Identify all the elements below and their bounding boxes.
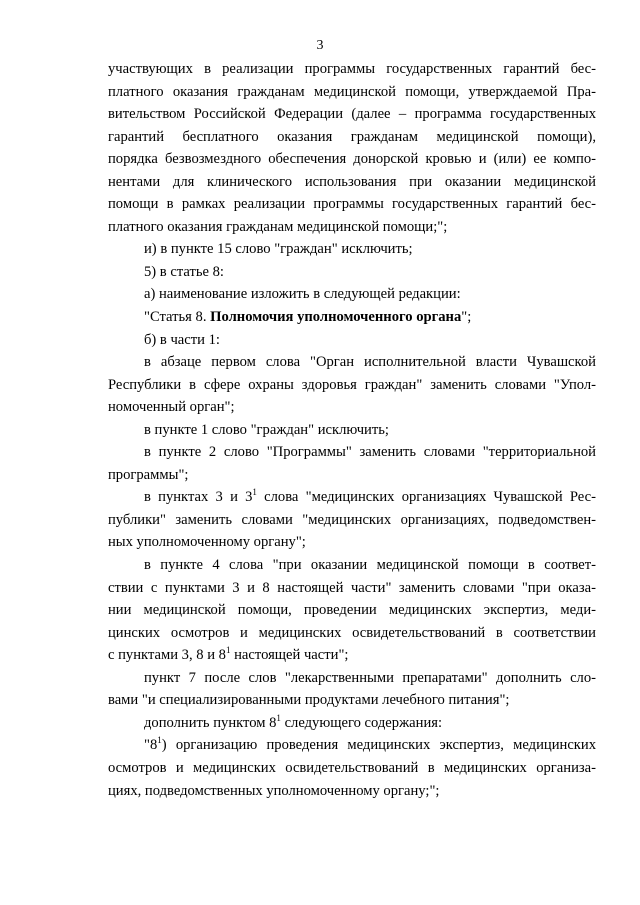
paragraph-item-b: б) в части 1: — [144, 331, 220, 348]
text-fragment: слова "медицинских организациях Чувашской Рес- — [256, 489, 596, 506]
text-fragment: "8 — [144, 737, 158, 754]
text-line — [108, 734, 596, 757]
article-title: Полномочия уполномоченного органа — [210, 309, 462, 326]
text-line: нии медицинской помощи, проведении медицинских экспертиз, меди- — [108, 602, 596, 619]
paragraph-item-i: и) в пункте 15 слово "граждан" исключить; — [144, 241, 413, 258]
text-line: циях, подведомственных уполномоченному органу;"; — [108, 782, 440, 799]
text-fragment: с пунктами 3, 8 и 8 — [108, 647, 226, 664]
text-line: вами "и специализированными продуктами лечебного питания"; — [108, 692, 510, 709]
text-line: гарантий бесплатного оказания гражданам медицинской помощи), — [108, 128, 596, 145]
text-line: платного оказания гражданам медицинской помощи, утверждаемой Пра- — [108, 83, 596, 100]
text-line — [108, 644, 596, 667]
text-line: осмотров и медицинских освидетельствований в медицинских организа- — [108, 759, 596, 776]
text-fragment: в пунктах 3 и 3 — [144, 489, 253, 506]
text-line: публики" заменить словами "медицинских организациях, подведомствен- — [108, 511, 596, 528]
article-heading-prefix: "Статья 8. — [144, 309, 211, 326]
article-heading-suffix: "; — [461, 309, 472, 326]
document-body — [108, 58, 596, 802]
text-line: порядка безвозмездного обеспечения донорской кровью и (или) ее компо- — [108, 151, 596, 168]
text-line: ных уполномоченному органу"; — [108, 534, 306, 551]
text-fragment: следующего содержания: — [280, 714, 443, 731]
superscript: 1 — [225, 645, 231, 656]
text-line: в пункте 4 слова "при оказании медицинской помощи в соответ- — [144, 557, 596, 574]
text-line: пункт 7 после слов "лекарственными препаратами" дополнить сло- — [144, 669, 596, 686]
text-line: цинских осмотров и медицинских освидетельствований в соответствии — [108, 624, 596, 641]
text-line: в пункте 2 слово "Программы" заменить словами "территориальной — [144, 444, 596, 461]
text-line: программы"; — [108, 466, 189, 483]
text-line: помощи в рамках реализации программы государственных гарантий бес- — [108, 196, 596, 213]
text-line: платного оказания гражданам медицинской помощи;"; — [108, 218, 448, 235]
text-fragment: ) организацию проведения медицинских экспертиз, медицинских — [161, 737, 596, 754]
superscript: 1 — [276, 712, 281, 723]
article-heading — [108, 306, 596, 329]
text-line: ствии с пунктами 3 и 8 настоящей части" заменить словами "при оказа- — [108, 579, 596, 596]
text-line: вительством Российской Федерации (далее – программа государственных — [108, 106, 596, 123]
text-fragment: настоящей части"; — [230, 647, 349, 664]
text-line: в абзаце первом слова "Орган исполнительной власти Чувашской — [144, 354, 596, 371]
text-fragment: дополнить пунктом 8 — [144, 714, 277, 731]
text-line: номоченный орган"; — [108, 399, 235, 416]
text-line: Республики в сфере охраны здоровья граждан" заменить словами "Упол- — [108, 376, 596, 393]
text-line — [108, 712, 596, 735]
paragraph-item-5: 5) в статье 8: — [144, 263, 224, 280]
paragraph-item-a: а) наименование изложить в следующей редакции: — [144, 286, 461, 303]
page-number: 3 — [316, 38, 324, 53]
superscript: 1 — [157, 735, 162, 746]
superscript: 1 — [252, 487, 257, 498]
text-line: участвующих в реализации программы государственных гарантий бес- — [108, 61, 596, 77]
paragraph-point-1: в пункте 1 слово "граждан" исключить; — [144, 421, 389, 438]
text-line — [108, 486, 596, 509]
text-line: нентами для клинического использования при оказании медицинской — [108, 173, 596, 190]
